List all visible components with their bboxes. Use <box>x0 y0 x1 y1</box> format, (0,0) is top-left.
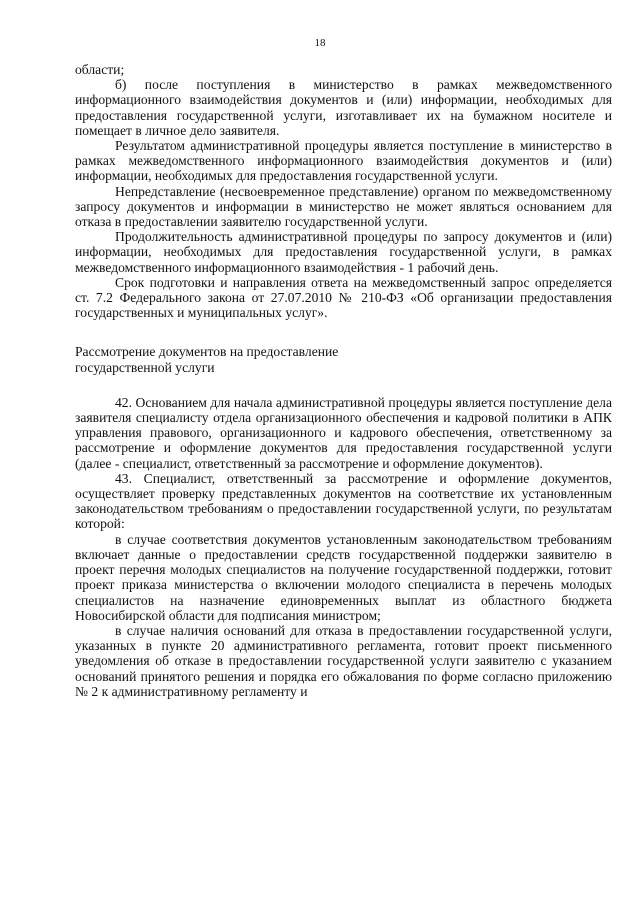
section-heading-line-1: Рассмотрение документов на предоставление <box>75 344 339 360</box>
section-heading <box>75 344 612 374</box>
paragraph: Продолжительность административной процедуры по запросу документов и (или) информации, необходимых для предоставления государственной услуги, в рамках межведомственного информационного взаимодействия - 1 рабочий день. <box>75 229 612 275</box>
paragraph: Непредставление (несвоевременное представление) органом по межведомственному запросу документов и информации в министерство не может являться основанием для отказа в предоставлении заявителю государственной услуги. <box>75 183 612 230</box>
paragraph: Срок подготовки и направления ответа на межведомственный запрос определяется ст. 7.2 Федерального закона от 27.07.2010 № 210-ФЗ «Об организации предоставления государственных и муниципальных услуг». <box>75 274 612 321</box>
paragraph: Результатом административной процедуры является поступление в министерство в рамках межведомственного информационного взаимодействия документов и (или) информации, необходимых для предоставления государственной услуги. <box>75 138 612 184</box>
section-heading-line-2: государственной услуги <box>75 359 215 375</box>
paragraph: в случае наличия оснований для отказа в предоставлении государственной услуги, указанных в пункте 20 административного регламента, готовит проект письменного уведомления об отказе в предоставлении государственной услуги заявителю с указанием оснований принятого решения и порядка его обжалования по форме согласно приложению № 2 к административному регламенту и <box>75 622 612 699</box>
paragraph: б) после поступления в министерство в рамках межведомственного информационного взаимодействия документов и (или) информации, необходимых для предоставления государственной услуги, изготавливает их на бумажном носителе и помещает в личное дело заявителя. <box>75 77 612 138</box>
document-body <box>75 62 612 699</box>
paragraph: 42. Основанием для начала административной процедуры является поступление дела заявителя специалисту отдела организационного обеспечения и кадровой политики в АПК управления правового, организационного и кадрового обеспечения, ответственному за рассмотрение и оформление документов для предоставления государственной услуги (далее - специалист, ответственный за рассмотрение и оформление документов). <box>75 394 612 471</box>
paragraph: 43. Специалист, ответственный за рассмотрение и оформление документов, осуществляет проверку представленных документов на соответствие их установленным законодательством требованиям о предоставлении государственной услуги, по результатам которой: <box>75 470 612 532</box>
paragraph: в случае соответствия документов установленным законодательством требованиям включает данные о предоставлении средств государственной поддержки заявителю в проект перечня молодых специалистов на получение государственной поддержки, готовит проект приказа министерства о включении молодого специалиста в перечень молодых специалистов на назначение единовременных выплат из областного бюджета Новосибирской области для подписания министром; <box>75 531 612 623</box>
paragraph: области; <box>75 62 125 77</box>
page-number: 18 <box>314 37 326 49</box>
